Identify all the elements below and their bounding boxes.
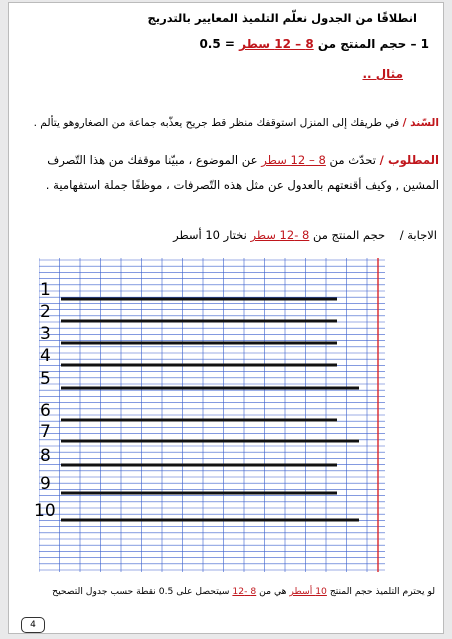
line-number: 6: [40, 401, 51, 421]
criterion-line: [199, 37, 429, 51]
line-number: 1: [40, 280, 51, 300]
line-number: 2: [40, 302, 51, 322]
lined-writing-grid: [39, 258, 385, 572]
line-number: 7: [40, 422, 51, 442]
footer-d: 8 -12: [232, 586, 257, 597]
line-number: 4: [40, 346, 51, 366]
line-number: 10: [34, 501, 56, 521]
page-title: انطلاقًا من الجدول نعلّم التلميذ المعايير بالتدريج: [147, 11, 417, 25]
matloub-label: المطلوب /: [379, 153, 439, 167]
line-number: 5: [40, 369, 51, 389]
line-number: 8: [40, 446, 51, 466]
sanad-line: [34, 117, 439, 129]
footer-c: هي من: [259, 586, 287, 597]
answer-range: 8 -12 سطر: [250, 228, 310, 242]
matloub-range: 8 – 12 سطر: [261, 153, 326, 167]
matloub-text-a: تحدّث من: [329, 153, 376, 167]
line-number: 3: [40, 324, 51, 344]
criterion-range: 8 – 12 سطر: [239, 37, 314, 51]
answer-line: [173, 228, 437, 242]
example-label: مثال ..: [362, 67, 403, 81]
worksheet-page: [8, 2, 444, 634]
footer-e: سيتحصل على 0.5 نقطة حسب جدول التصحيح: [52, 586, 230, 597]
page-number: 4: [21, 617, 45, 633]
matloub-line-2: المشين , وكيف أقنعتهم بالعدول عن مثل هذه التّصرفات ، موظفًا جملة استفهامية .: [45, 178, 439, 192]
criterion-prefix: 1 – حجم المنتج من: [317, 37, 429, 51]
footer-note: [52, 586, 435, 597]
answer-text-a: حجم المنتج من: [312, 228, 386, 242]
answer-label: الاجابة /: [399, 228, 437, 242]
footer-b: 10 أسطر: [289, 586, 327, 597]
answer-text-b: نختار: [223, 228, 247, 242]
matloub-text-b: عن الموضوع ، مبيّنا موقفك من هذا التّصرف: [47, 153, 258, 167]
footer-a: لو يحترم التلميذ حجم المنتج: [329, 586, 435, 597]
sanad-label: السّند /: [402, 117, 439, 129]
matloub-line-1: [47, 153, 439, 167]
criterion-score: = 0.5: [199, 37, 235, 51]
answer-count: 10 أسطر: [173, 228, 220, 242]
line-number: 9: [40, 474, 51, 494]
sanad-text: في طريقك إلى المنزل استوقفك منظر قط جريح يعذّبه جماعة من الصغاروهو يتألم .: [33, 117, 400, 129]
